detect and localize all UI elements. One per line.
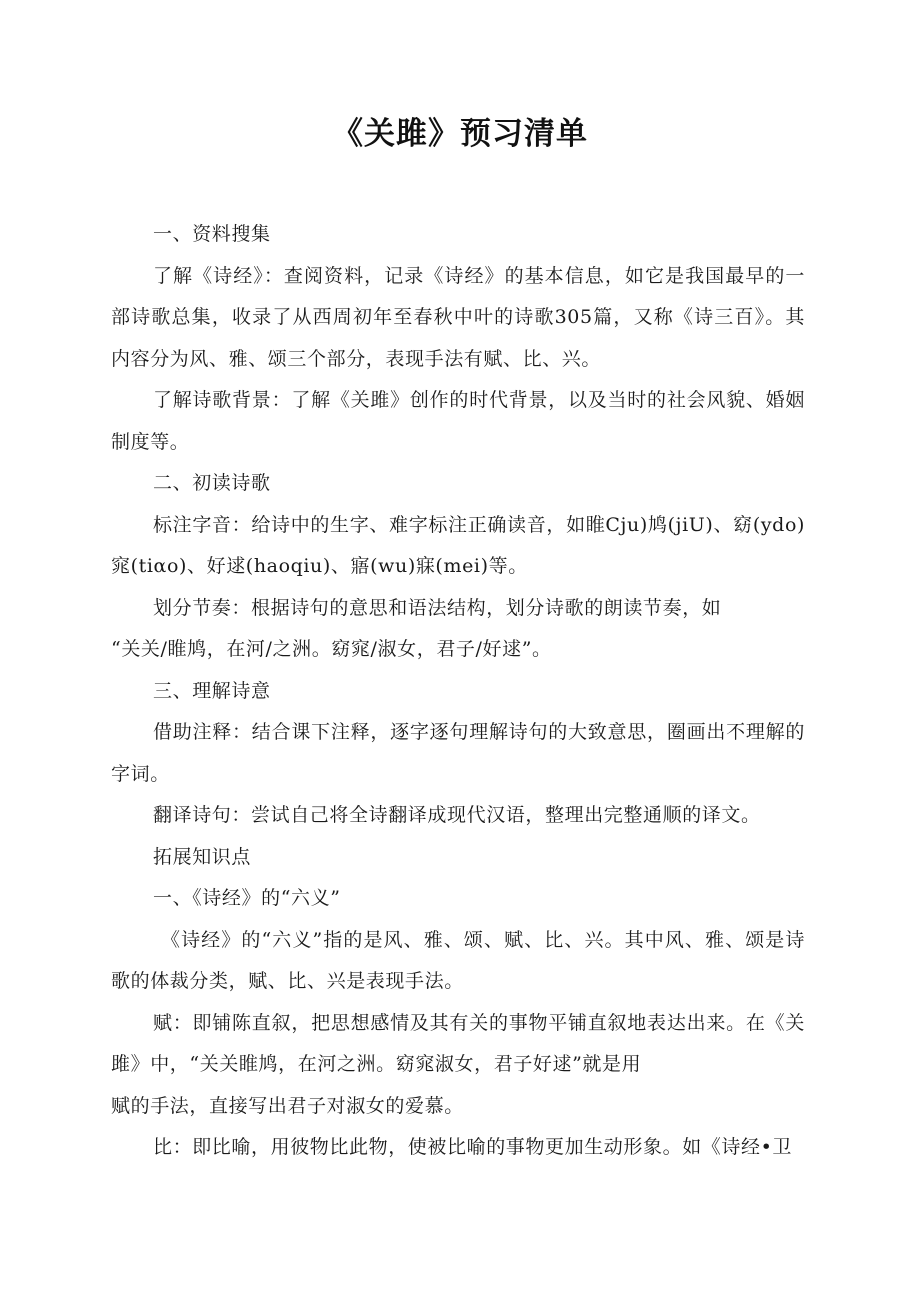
- paragraph-background: 了解诗歌背景：了解《关雎》创作的时代背景，以及当时的社会风貌、婚姻制度等。: [111, 389, 805, 453]
- subheading-six-principles: 一、《诗经》的“六义”: [153, 887, 341, 909]
- paragraph-annotations: 借助注释：结合课下注释，逐字逐句理解诗句的大致意思，圈画出不理解的字词。: [111, 721, 805, 785]
- paragraph-rhythm-example: “关关/睢鸠，在河/之洲。窈窕/淑女，君子/好逑”。: [111, 638, 552, 660]
- paragraph-fu: 赋：即铺陈直叙，把思想感情及其有关的事物平铺直叙地表达出来。在《关雎》中，“关关睢鸠，在河之洲。窈窕淑女，君子好逑”就是用: [111, 1011, 805, 1075]
- section-heading-materials: 一、资料搜集: [153, 223, 271, 245]
- page-title: 《关雎》预习清单: [332, 116, 588, 152]
- section-heading-first-reading: 二、初读诗歌: [153, 472, 271, 494]
- paragraph-rhythm: 划分节奏：根据诗句的意思和语法结构，划分诗歌的朗读节奏，如: [153, 596, 722, 619]
- section-heading-extension: 拓展知识点: [153, 845, 252, 868]
- section-heading-meaning: 三、理解诗意: [153, 679, 271, 702]
- paragraph-shijing-intro: 了解《诗经》：查阅资料，记录《诗经》的基本信息，如它是我国最早的一部诗歌总集，收录了从西周初年至春秋中叶的诗歌305篇，又称《诗三百》。其内容分为风、雅、颂三个部分，表现手法有赋、比、兴。: [111, 264, 805, 370]
- paragraph-translation: 翻译诗句：尝试自己将全诗翻译成现代汉语，整理出完整通顺的译文。: [153, 804, 761, 826]
- paragraph-fu-continued: 赋的手法，直接写出君子对淑女的爱慕。: [111, 1094, 464, 1117]
- paragraph-six-principles: 《诗经》的“六义”指的是风、雅、颂、赋、比、兴。其中风、雅、颂是诗歌的体裁分类，赋、比、兴是表现手法。: [111, 928, 805, 992]
- document-body: [111, 214, 805, 1169]
- paragraph-bi: 比：即比喻，用彼物比此物，使被比喻的事物更加生动形象。如《诗经•卫: [153, 1136, 793, 1158]
- paragraph-pronunciation: 标注字音：给诗中的生字、难字标注正确读音，如睢Cju)鸠(jiU)、窈(ydo)窕(tiαo)、好逑(haoqiu)、寤(wu)寐(mei)等。: [111, 513, 805, 577]
